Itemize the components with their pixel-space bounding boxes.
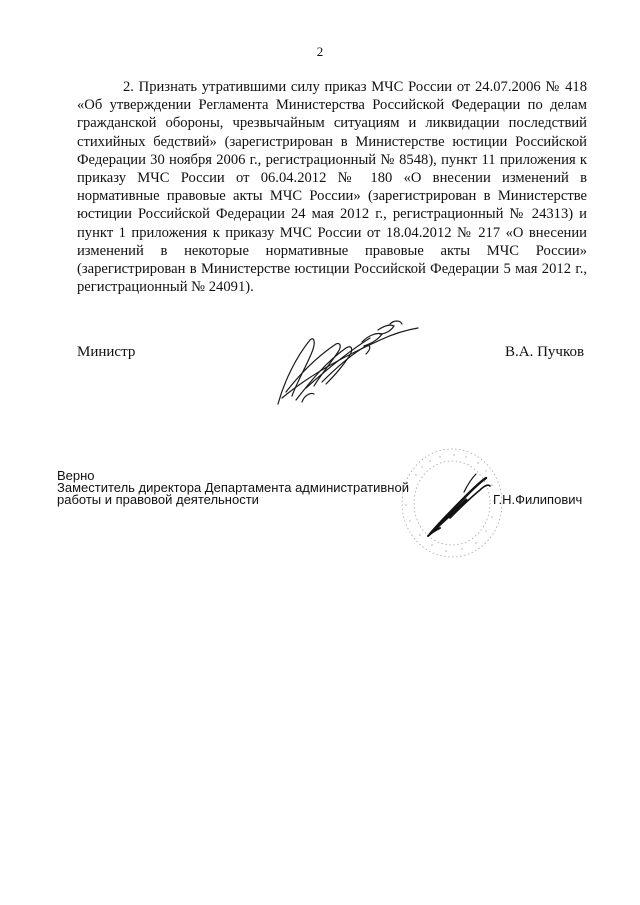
signatory-name: В.А. Пучков [505,344,585,360]
certification-block [57,470,409,506]
certification-name: Г.Н.Филипович [493,492,583,507]
certification-position-line2: работы и правовой деятельности [57,492,259,507]
deputy-signature [420,470,500,540]
certification-position-line1: Заместитель директора Департамента административной [57,480,409,495]
minister-signature [266,312,426,412]
certification-label: Верно [57,468,95,483]
signatory-title: Министр [77,344,136,360]
body-paragraph: 2. Признать утратившими силу приказ МЧС России от 24.07.2006 № 418 «Об утверждении Регламента Министерства Российской Федерации по делам гражданской обороны, чрезвычайным ситуациям и ликвидации последствий стихийных бедствий» (зарегистрирован в Министерстве юстиции Российской Федерации 30 ноября 2006 г., регистрационный № 8548), пункт 11 приложения к приказу МЧС России от 06.04.2012 № 180 «О внесении изменений в нормативные правовые акты МЧС России» (зарегистрирован в Министерстве юстиции Российской Федерации 24 мая 2012 г., регистрационный № 24313) и пункт 1 приложения к приказу МЧС России от 18.04.2012 № 217 «О внесении изменений в некоторые нормативные правовые акты МЧС России» (зарегистрирован в Министерстве юстиции Российской Федерации 5 мая 2012 г., регистрационный № 24091). [77,79,587,296]
page-number: 2 [316,44,324,59]
